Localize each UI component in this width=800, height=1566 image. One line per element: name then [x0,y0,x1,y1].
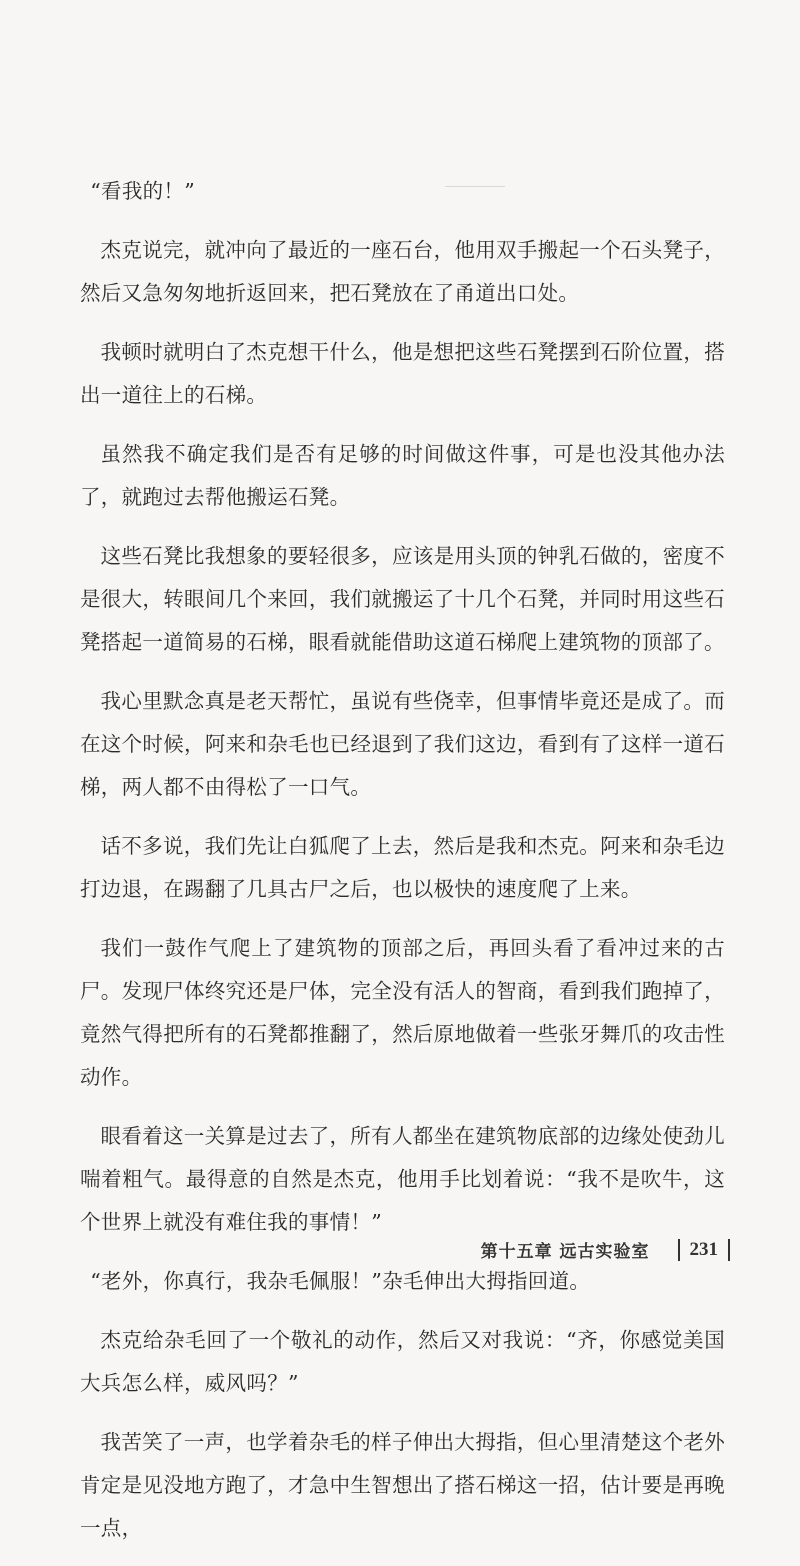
footer-divider-left [678,1239,680,1261]
paragraph-9: 眼看着这一关算是过去了，所有人都坐在建筑物底部的边缘处使劲儿喘着粗气。最得意的自然是杰克，他用手比划着说：“我不是吹牛，这个世界上就没有难住我的事情！” [80,1124,725,1234]
paragraph-2: 杰克说完，就冲向了最近的一座石台，他用双手搬起一个石头凳子，然后又急匆匆地折返回来，把石凳放在了甬道出口处。 [80,238,725,305]
paragraph-1: “看我的！” [90,179,196,203]
paragraph-8: 我们一鼓作气爬上了建筑物的顶部之后，再回头看了看冲过来的古尸。发现尸体终究还是尸体，完全没有活人的智商，看到我们跑掉了，竟然气得把所有的石凳都推翻了，然后原地做着一些张牙舞爪的攻击性动作。 [80,936,725,1089]
paragraph-7: 话不多说，我们先让白狐爬了上去，然后是我和杰克。阿来和杂毛边打边退，在踢翻了几具古尸之后，也以极快的速度爬了上来。 [80,834,725,901]
paragraph-10: “老外，你真行，我杂毛佩服！”杂毛伸出大拇指回道。 [90,1269,591,1293]
page-number: 231 [689,1238,718,1260]
paragraph-5: 这些石凳比我想象的要轻很多，应该是用头顶的钟乳石做的，密度不是很大，转眼间几个来回，我们就搬运了十几个石凳，并同时用这些石凳搭起一道简易的石梯，眼看就能借助这道石梯爬上建筑物的顶部了。 [80,544,725,654]
paragraph-4: 虽然我不确定我们是否有足够的时间做这件事，可是也没其他办法了，就跑过去帮他搬运石凳。 [80,442,725,509]
footer-divider-right [728,1239,730,1261]
paragraph-3: 我顿时就明白了杰克想干什么，他是想把这些石凳摆到石阶位置，搭出一道往上的石梯。 [80,340,725,407]
chapter-title: 第十五章 远古实验室 [480,1242,650,1262]
paragraph-11: 杰克给杂毛回了一个敬礼的动作，然后又对我说：“齐，你感觉美国大兵怎么样，威风吗？” [80,1328,725,1395]
body-text [80,170,725,1566]
paragraph-6: 我心里默念真是老天帮忙，虽说有些侥幸，但事情毕竟还是成了。而在这个时候，阿来和杂毛也已经退到了我们这边，看到有了这样一道石梯，两人都不由得松了一口气。 [80,689,725,799]
page-footer [481,1237,730,1262]
paragraph-12: 我苦笑了一声，也学着杂毛的样子伸出大拇指，但心里清楚这个老外肯定是见没地方跑了，才急中生智想出了搭石梯这一招，估计要是再晚一点， [80,1430,725,1540]
